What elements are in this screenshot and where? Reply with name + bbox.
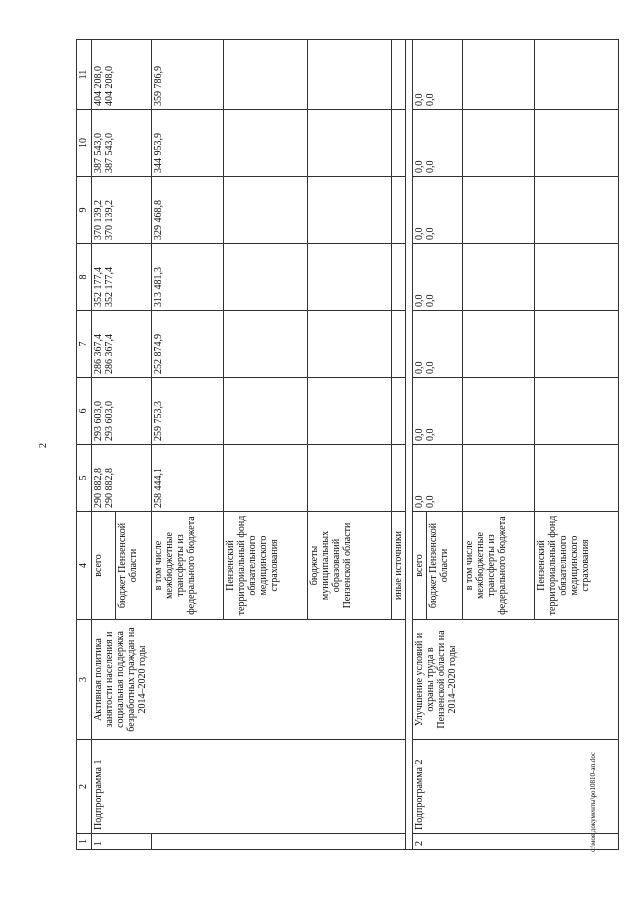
value-cell: [535, 445, 619, 512]
value-cell: [535, 110, 619, 177]
table-row-gap: [406, 40, 413, 850]
value: 290 882,8: [104, 468, 115, 508]
column-number: 2: [77, 740, 92, 834]
funding-source-label: в том числе межбюджетные трансферты из федерального бюджета: [152, 512, 224, 620]
subprogram-number: 1: [92, 834, 152, 850]
column-number: 7: [77, 311, 92, 378]
value-cell: [463, 244, 535, 311]
value-cell: 329 468,8: [152, 177, 224, 244]
table-row: [92, 40, 116, 850]
value: 404 208,0: [93, 66, 104, 106]
value-cell: [224, 311, 308, 378]
funding-source-label: бюджет Пензенской области: [427, 512, 463, 620]
value-cell: [413, 177, 463, 244]
rotated-table-container: [76, 40, 591, 850]
value-cell: [413, 40, 463, 110]
funding-source-label: всего: [413, 512, 427, 620]
value-cell: [92, 311, 152, 378]
value-cell: [308, 40, 392, 110]
page-number: 2: [38, 443, 49, 448]
value: 0,0: [425, 495, 436, 508]
value-cell: [224, 40, 308, 110]
value: 0,0: [414, 227, 425, 240]
value-cell: [463, 177, 535, 244]
value-cell: [308, 244, 392, 311]
value-cell: [392, 445, 406, 512]
value-cell: [463, 110, 535, 177]
empty-cell: [406, 40, 413, 850]
value-cell: [92, 445, 152, 512]
value-cell: 252 874,9: [152, 311, 224, 378]
subprogram-title: Активная политика занятости населения и социальная поддержка безработных граждан на 2014–2020 годы: [92, 620, 406, 740]
value-cell: [224, 378, 308, 445]
value: 0,0: [425, 294, 436, 307]
value-cell: [308, 445, 392, 512]
value-cell: [92, 177, 152, 244]
column-number: 8: [77, 244, 92, 311]
value-cell: [308, 177, 392, 244]
value: 290 882,8: [93, 468, 104, 508]
value: 293 603,0: [93, 401, 104, 441]
value: 0,0: [425, 428, 436, 441]
value: 293 603,0: [104, 401, 115, 441]
column-number: 3: [77, 620, 92, 740]
value: 0,0: [414, 294, 425, 307]
value: 387 543,0: [93, 133, 104, 173]
value-cell: 359 786,9: [152, 40, 224, 110]
column-number: 5: [77, 445, 92, 512]
value: 0,0: [425, 227, 436, 240]
funding-source-label: иные источники: [392, 512, 406, 620]
value-cell: 259 753,3: [152, 378, 224, 445]
funding-source-label: Пензенский территориальный фонд обязательного медицинского страхования: [535, 512, 619, 620]
value-cell: [413, 445, 463, 512]
value: 370 139,2: [93, 200, 104, 240]
value-cell: [92, 244, 152, 311]
value: 286 367,4: [104, 334, 115, 374]
value: 0,0: [425, 361, 436, 374]
column-number: 9: [77, 177, 92, 244]
value-cell: 313 481,3: [152, 244, 224, 311]
value-cell: [535, 378, 619, 445]
value: 0,0: [414, 495, 425, 508]
value-cell: [392, 40, 406, 110]
value: 370 139,2: [104, 200, 115, 240]
value-cell: [413, 311, 463, 378]
column-number: 10: [77, 110, 92, 177]
value: 0,0: [414, 160, 425, 173]
value-cell: [308, 311, 392, 378]
value-cell: [392, 378, 406, 445]
column-number-row: [77, 40, 92, 850]
value: 387 543,0: [104, 133, 115, 173]
value-cell: [224, 244, 308, 311]
value: 0,0: [414, 428, 425, 441]
value-cell: [308, 378, 392, 445]
value-cell: [392, 177, 406, 244]
value-cell: [224, 110, 308, 177]
column-number: 4: [77, 512, 92, 620]
value-cell: [392, 311, 406, 378]
value: 352 177,4: [104, 267, 115, 307]
value-cell: [224, 445, 308, 512]
column-number: 1: [77, 834, 92, 850]
value: 352 177,4: [93, 267, 104, 307]
funding-source-label: Пензенский территориальный фонд обязательного медицинского страхования: [224, 512, 308, 620]
value-cell: [224, 177, 308, 244]
value-cell: [308, 110, 392, 177]
value-cell: [535, 177, 619, 244]
value: 404 208,0: [104, 66, 115, 106]
file-path-footer: c:\моя документы\ро10810-ап.doc: [589, 752, 597, 852]
column-number: 11: [77, 40, 92, 110]
value: 286 367,4: [93, 334, 104, 374]
column-number: 6: [77, 378, 92, 445]
value-cell: [463, 311, 535, 378]
value-cell: [413, 244, 463, 311]
value: 0,0: [414, 361, 425, 374]
value-cell: [463, 378, 535, 445]
value-cell: [392, 110, 406, 177]
subprogram-name: Подпрограмма 1: [92, 740, 406, 834]
value-cell: [92, 40, 152, 110]
funding-source-label: в том числе межбюджетные трансферты из федерального бюджета: [463, 512, 535, 620]
funding-source-label: бюджеты муниципальных образований Пензенской области: [308, 512, 392, 620]
subprogram-name: Подпрограмма 2: [413, 740, 619, 834]
funding-source-label: всего: [92, 512, 116, 620]
value-cell: [392, 244, 406, 311]
funding-table: [76, 39, 619, 850]
value-cell: [535, 40, 619, 110]
subprogram-number: 2: [413, 834, 619, 850]
value-cell: [463, 40, 535, 110]
value-cell: [413, 378, 463, 445]
subprogram-title: Улучшение условий и охраны труда в Пензенской области на 2014–2020 годы: [413, 620, 619, 740]
value-cell: [413, 110, 463, 177]
value-cell: [463, 445, 535, 512]
table-row: [413, 40, 427, 850]
value-cell: 258 444,1: [152, 445, 224, 512]
value-cell: [92, 110, 152, 177]
value-cell: [92, 378, 152, 445]
empty-cell: [152, 834, 406, 850]
value: 0,0: [414, 93, 425, 106]
value-cell: 344 953,9: [152, 110, 224, 177]
value-cell: [535, 244, 619, 311]
value: 0,0: [425, 93, 436, 106]
value: 0,0: [425, 160, 436, 173]
funding-source-label: бюджет Пензенской области: [116, 512, 152, 620]
value-cell: [535, 311, 619, 378]
